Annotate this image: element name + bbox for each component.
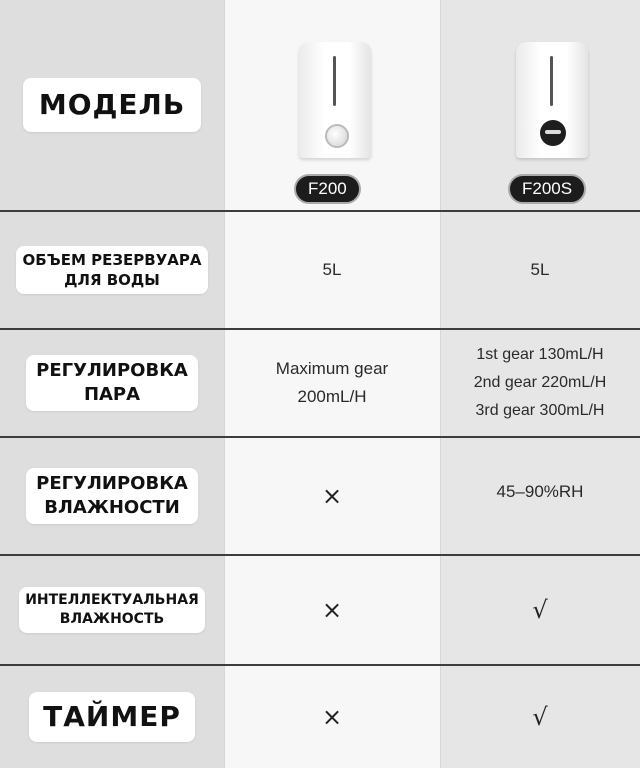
- table-row: [0, 212, 640, 330]
- model-label-cell: [0, 0, 224, 210]
- row-label: ТАЙМЕР: [29, 692, 195, 742]
- product-f200s-cell: [440, 0, 640, 210]
- table-row: [0, 330, 640, 438]
- check-icon: √: [532, 596, 548, 624]
- row-label: РЕГУЛИРОВКА ПАРА: [26, 355, 198, 412]
- water-window: [333, 56, 336, 106]
- cross-icon: ×: [321, 482, 343, 510]
- model-label: МОДЕЛЬ: [23, 78, 201, 132]
- water-window: [550, 56, 553, 106]
- knob-icon: [325, 124, 349, 148]
- table-row: [0, 556, 640, 666]
- product-name-badge: F200: [294, 174, 361, 204]
- humidifier-panel-icon: [516, 42, 588, 158]
- product-f200-cell: [224, 0, 440, 210]
- f200s-value: 45–90%RH: [496, 482, 584, 501]
- f200-value: Maximum gear 200mL/H: [275, 358, 389, 406]
- table-row: [0, 438, 640, 556]
- row-label: ИНТЕЛЛЕКТУАЛЬНАЯ ВЛАЖНОСТЬ: [19, 587, 205, 633]
- cross-icon: ×: [321, 596, 343, 624]
- table-row: [0, 666, 640, 768]
- product-name-badge: F200S: [508, 174, 586, 204]
- f200s-value: 1st gear 130mL/H 2nd gear 220mL/H 3rd gear 300mL/H: [473, 346, 607, 419]
- check-icon: √: [532, 703, 548, 731]
- control-panel-icon: [540, 120, 566, 146]
- row-label: РЕГУЛИРОВКА ВЛАЖНОСТИ: [26, 468, 198, 525]
- row-label: ОБЪЕМ РЕЗЕРВУАРА ДЛЯ ВОДЫ: [16, 246, 207, 295]
- header-row: [0, 0, 640, 212]
- f200s-value: 5L: [530, 259, 550, 279]
- f200-value: 5L: [322, 259, 342, 279]
- humidifier-knob-icon: [299, 42, 371, 158]
- cross-icon: ×: [321, 703, 343, 731]
